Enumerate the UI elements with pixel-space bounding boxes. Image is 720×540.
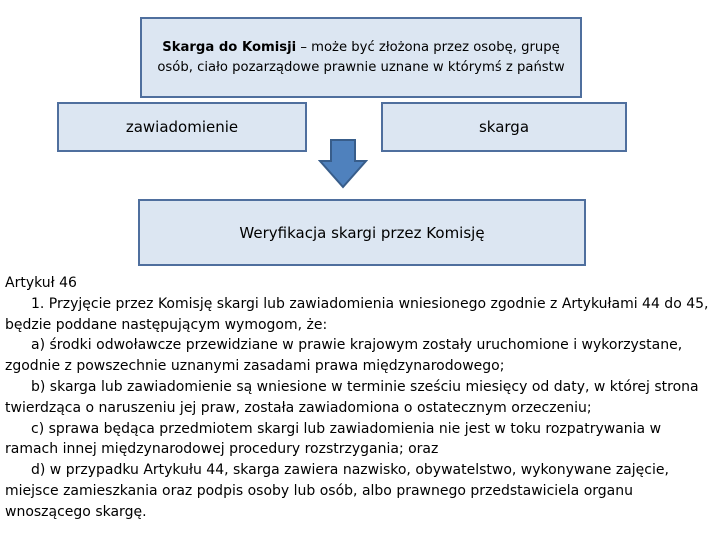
- complaint-definition-bold: Skarga do Komisji: [162, 39, 297, 55]
- article-point-d: d) w przypadku Artykułu 44, skarga zawiera nazwisko, obywatelstwo, wykonywane zajęcie, miejsce zamieszkania oraz podpis osoby lub osób, albo prawnego przedstawiciela organu wnoszącego skargę.: [5, 462, 669, 520]
- article-title: Artykuł 46: [5, 275, 77, 291]
- article-point-c: c) sprawa będąca przedmiotem skargi lub zawiadomienia nie jest w toku rozpatrywania w ramach innej międzynarodowej procedury rozstrzygania; oraz: [5, 420, 662, 458]
- article-46-text: [5, 273, 715, 523]
- article-point-a: a) środki odwoławcze przewidziane w prawie krajowym zostały uruchomione i wykorzystane, zgodnie z powszechnie uznanymi zasadami prawa międzynarodowego;: [5, 337, 683, 375]
- article-point-b: b) skarga lub zawiadomienie są wniesione w terminie sześciu miesięcy od daty, w której strona twierdząca o naruszeniu jej praw, została zawiadomiona o ostatecznym orzeczeniu;: [5, 378, 699, 416]
- notification-label: zawiadomienie: [125, 118, 239, 136]
- notification-box: [57, 102, 307, 152]
- complaint-definition-box: [140, 17, 582, 98]
- complaint-definition-text: [150, 38, 572, 78]
- verification-label: Weryfikacja skargi przez Komisję: [239, 223, 485, 242]
- complaint-definition-rest: – może być złożona przez osobę, grupę osób, ciało pozarządowe prawnie uznane w którymś z państw: [157, 39, 565, 75]
- article-paragraph-1: 1. Przyjęcie przez Komisję skargi lub zawiadomienia wniesionego zgodnie z Artykułami 44 do 45, będzie poddane następującym wymogom, że:: [5, 295, 709, 333]
- verification-box: [138, 199, 586, 266]
- down-arrow-icon: [318, 139, 368, 189]
- complaint-box: [381, 102, 627, 152]
- complaint-label: skarga: [478, 118, 530, 136]
